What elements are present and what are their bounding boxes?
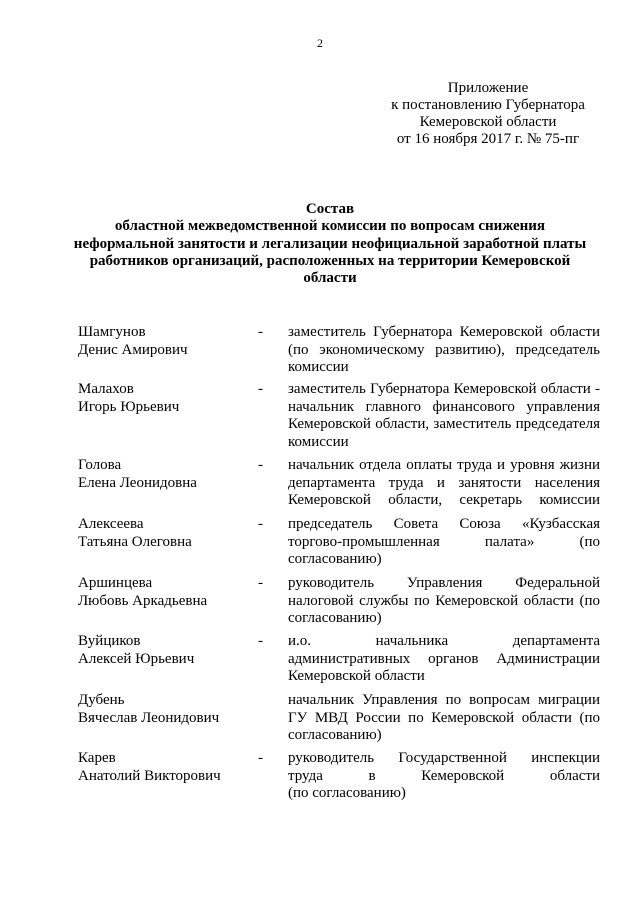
member-given-name: Игорь Юрьевич (78, 398, 180, 415)
member-name (78, 516, 253, 551)
member-role (288, 457, 600, 510)
role-line: (по согласованию) (288, 785, 406, 802)
member-role (288, 575, 600, 628)
role-line: начальник Управления по вопросам миграции (288, 692, 600, 708)
role-line: (по экономическому развитию), председатель (288, 341, 600, 358)
role-line: административных органов Администрации (288, 650, 600, 667)
role-line: Кемеровской области, заместитель председателя (288, 416, 600, 433)
appendix-line: к постановлению Губернатора (391, 97, 585, 113)
role-line: руководитель Управления Федеральной (288, 575, 600, 591)
member-dash: - (258, 575, 263, 591)
appendix-block (360, 80, 616, 148)
member-surname: Карев (78, 750, 116, 766)
member-surname: Вуйциков (78, 633, 141, 649)
title-line: области (303, 270, 357, 287)
role-line: Кемеровской области (288, 668, 425, 685)
member-given-name: Татьяна Олеговна (78, 533, 192, 550)
member-given-name: Алексей Юрьевич (78, 650, 195, 667)
role-line: комиссии (288, 359, 349, 376)
appendix-line: Приложение (447, 80, 529, 96)
member-given-name: Любовь Аркадьевна (78, 592, 208, 609)
role-line: начальник главного финансового управления (288, 398, 600, 415)
role-line: начальник отдела оплаты труда и уровня жизни (288, 457, 600, 473)
member-given-name: Денис Амирович (78, 341, 188, 358)
role-line: согласованию) (288, 727, 382, 744)
appendix-line: Кемеровской области (419, 114, 557, 130)
member-dash: - (258, 516, 263, 532)
role-line: согласованию) (288, 551, 382, 568)
member-surname: Аршинцева (78, 575, 153, 591)
member-role (288, 750, 600, 803)
member-given-name: Вячеслав Леонидович (78, 709, 220, 726)
role-line: ГУ МВД России по Кемеровской области (по (288, 709, 600, 726)
member-name (78, 692, 253, 727)
member-name (78, 381, 253, 416)
member-role (288, 633, 600, 686)
member-dash: - (258, 750, 263, 766)
page-number: 2 (317, 36, 323, 50)
title-line: неформальной занятости и легализации неофициальной заработной платы (73, 235, 587, 252)
member-dash: - (258, 457, 263, 473)
member-role (288, 516, 600, 569)
member-surname: Дубень (78, 692, 125, 708)
role-line: заместитель Губернатора Кемеровской области (288, 324, 600, 340)
member-role (288, 692, 600, 745)
appendix-line: от 16 ноября 2017 г. № 75-пг (396, 131, 580, 147)
member-given-name: Анатолий Викторович (78, 767, 221, 784)
role-line: налоговой службы по Кемеровской области (по (288, 592, 600, 609)
member-role (288, 324, 600, 377)
member-surname: Малахов (78, 381, 134, 397)
member-name (78, 457, 253, 492)
role-line: торгово-промышленная палата» (по (288, 533, 600, 550)
role-line: Кемеровской области, секретарь комиссии (288, 492, 600, 509)
role-line: заместитель Губернатора Кемеровской области - (288, 381, 600, 397)
member-name (78, 575, 253, 610)
role-line: согласованию) (288, 610, 382, 627)
role-line: председатель Совета Союза «Кузбасская (288, 516, 600, 532)
title-line: областной межведомственной комиссии по вопросам снижения (114, 218, 546, 235)
member-role (288, 381, 600, 451)
member-dash: - (258, 381, 263, 397)
member-given-name: Елена Леонидовна (78, 474, 197, 491)
member-surname: Алексеева (78, 516, 144, 532)
member-name (78, 324, 253, 359)
role-line: руководитель Государственной инспекции (288, 750, 600, 766)
member-name (78, 750, 253, 785)
role-line: и.о. начальника департамента (288, 633, 600, 649)
document-title (60, 201, 600, 287)
title-line: Состав (305, 201, 355, 217)
role-line: комиссии (288, 433, 349, 450)
member-name (78, 633, 253, 668)
role-line: труда в Кемеровской области (288, 767, 600, 784)
member-surname: Шамгунов (78, 324, 146, 340)
member-surname: Голова (78, 457, 122, 473)
title-line: работников организаций, расположенных на территории Кемеровской (89, 252, 571, 269)
member-dash: - (258, 633, 263, 649)
member-dash: - (258, 324, 263, 340)
role-line: департамента труда и занятости населения (288, 474, 600, 491)
